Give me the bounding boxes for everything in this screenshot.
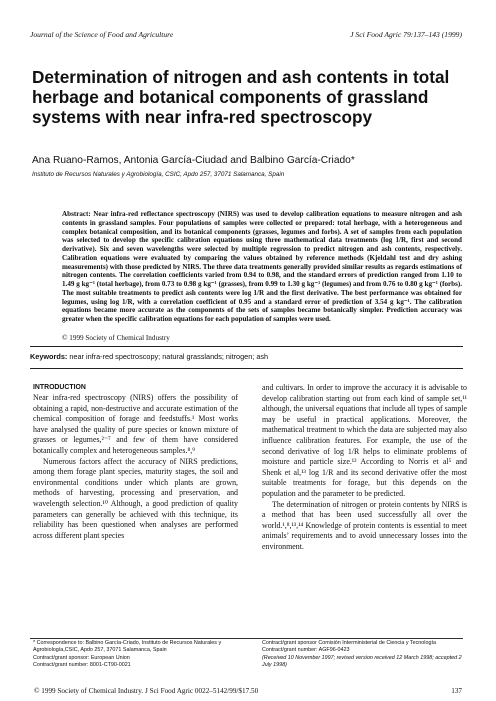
abstract — [62, 210, 462, 324]
keywords-label: Keywords: — [30, 352, 68, 361]
grant-number-note: Contract/grant number: AGF96-0423 — [262, 647, 350, 654]
divider-top — [30, 346, 463, 347]
keywords-text: near infra-red spectroscopy; natural grasslands; nitrogen; ash — [67, 352, 269, 361]
article-title: Determination of nitrogen and ash contents in total herbage and botanical components of grassland systems with near infra-red spectroscopy — [32, 67, 450, 127]
footnote-divider — [30, 638, 463, 639]
section-heading: INTRODUCTION — [33, 384, 86, 391]
journal-citation: J Sci Food Agric 79:137–143 (1999) — [350, 30, 462, 39]
body-column-right — [262, 383, 467, 553]
paragraph: Numerous factors affect the accuracy of NIRS predictions, among them forage plant species, maturity stages, the soil and environmental conditions under which plants are grown, methods of harvesting, processing and preservation, and wavelength selection.¹⁰ Although, a good prediction of quality parameters can generally be achieved with this technique, its reliability has been questioned when analyses are performed across different plant species — [33, 456, 238, 540]
grant-number-note: Contract/grant number: 8001-CT90-0021 — [33, 662, 131, 669]
page-footer — [34, 687, 462, 697]
running-header — [30, 30, 462, 42]
abstract-copyright: © 1999 Society of Chemical Industry — [62, 334, 170, 342]
footnotes-right — [262, 640, 467, 670]
paragraph: The determination of nitrogen or protein contents by NIRS is a method that has been used successfully all over the world.¹,⁸,¹³,¹⁴ Knowledge of protein contents is essential to meet animals’ requirements and to avoid unnecessary losses into the environment. — [262, 499, 467, 551]
grant-sponsor-note: Contract/grant sponsor: European Union — [33, 654, 130, 661]
paragraph: Near infra-red spectroscopy (NIRS) offers the possibility of obtaining a rapid, non-destructive and accurate estimation of the chemical composition of forage and feedstuffs.¹ Most works have analysed the quality of pure species or known mixture of grasses or legumes,²⁻⁷ and few of them have considered botanically complex and heterogeneous samples.⁸,⁹ — [33, 393, 238, 455]
author-list: Ana Ruano-Ramos, Antonia García-Ciudad and Balbino García-Criado* — [32, 155, 355, 166]
abstract-text: Near infra-red reflectance spectroscopy (NIRS) was used to develop calibration equations to measure nitrogen and ash contents in grassland samples. Four populations of samples were collected or prepared: total herbage, with a heterogeneous and complex botanical composition, and its botanical components (grasses, legumes and forbs). A set of samples from each population was selected to develop the specific calibration equations using three mathematical data treatments (log 1/R, first and second derivative). Six and seven wavelengths were selected by multiple regression to predict nitrogen and ash contents, respectively. Calibration equations were evaluated by comparing the values obtained by reference methods (Kjeldahl test and dry ashing measurements) with those predicted by NIRS. The three data treatments generally provided similar results as regards estimations of nitrogen contents. The correlation coefficients varied from 0.94 to 0.98, and the standard errors of prediction ranged from 1.10 to 1.49 g kg⁻¹ (total herbage), from 0.73 to 0.98 g kg⁻¹ (grasses), from 0.99 to 1.30 g kg⁻¹ (legumes) and from 0.76 to 0.80 g kg⁻¹ (forbs). The most suitable treatments to predict ash contents were log 1/R and the first derivative. The best performance was obtained for legumes, using log 1/R, with a correlation coefficient of 0.95 and a standard error of prediction of 3.54 g kg⁻¹. The calibration equations became more accurate as the components of the sets of samples became botanically simpler. Prediction accuracy was greater when the specific calibration equations for each population of samples were used. — [62, 210, 462, 323]
abstract-label: Abstract: — [62, 210, 91, 218]
paragraph: and cultivars. In order to improve the accuracy it is advisable to develop calibration starting out from each kind of sample set,¹¹ although, the universal equations that include all types of sample may be useful in practical applications. Moreover, the mathematical treatment to which the data are subjected may also influence calibration features. For example, the use of the second derivative of log 1/R helps to eliminate problems of moisture and particle size.¹² According to Norris et al⁵ and Shenk et al,¹³ log 1/R and its second derivative offer the most suitable treatments for forage, but this depends on the population and the parameter to be predicted. — [262, 383, 467, 498]
received-dates: (Received 10 November 1997; revised version received 12 March 1998; accepted 2 July 1998) — [262, 654, 462, 669]
page-number: 137 — [451, 687, 462, 695]
keywords — [30, 352, 463, 361]
correspondence-note: * Correspondence to: Balbino García-Criado, Instituto de Recursos Naturales y Agrobiología,CSIC, Apdo 257, 37071 Salamanca, Spain — [33, 640, 222, 654]
affiliation: Instituto de Recursos Naturales y Agrobiología, CSIC, Apdo 257, 37071 Salamanca, Spain — [32, 171, 285, 178]
footer-copyright: © 1999 Society of Chemical Industry. J Sci Food Agric 0022–5142/99/$17.50 — [34, 687, 259, 695]
grant-sponsor-note: Contract/grant sponsor Comisión Interministerial de Ciencia y Tecnología — [262, 640, 436, 646]
footnotes-left — [33, 640, 238, 670]
divider-bottom — [30, 368, 463, 369]
journal-name: Journal of the Science of Food and Agriculture — [30, 30, 174, 39]
body-column-left — [33, 383, 238, 541]
